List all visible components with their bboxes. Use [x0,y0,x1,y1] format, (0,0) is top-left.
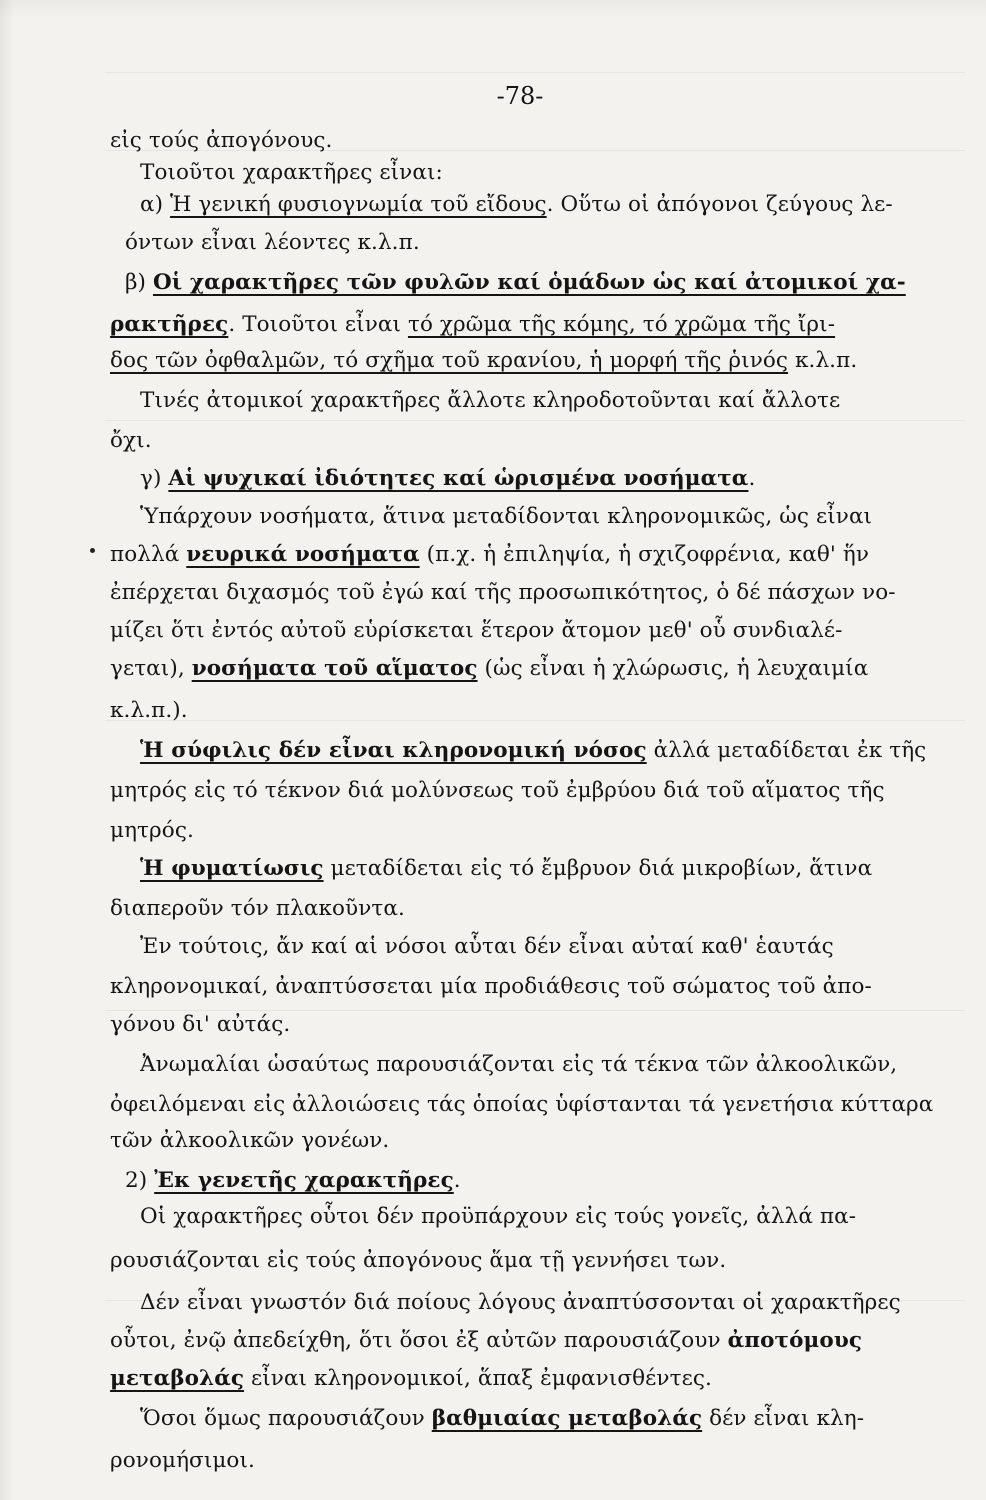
text-line [125,1164,965,1200]
text-segment: . [453,1168,461,1193]
text-line [140,188,965,224]
text-line [110,970,965,1006]
text-line [140,500,965,536]
text-line [110,1124,965,1160]
text-line [110,576,965,612]
text-line [110,774,965,810]
text-segment: μητρός. [110,818,194,843]
text-segment: 2) [125,1168,155,1193]
text-segment: κ.λ.π.). [110,698,188,723]
text-segment: μίζει ὅτι ἐντός αὐτοῦ εὑρίσκεται ἕτερον ἄτομον μεθ' οὗ συνδιαλέ- [110,618,843,643]
margin-dot [90,548,95,553]
text-segment: πολλά [110,542,187,567]
text-line [110,1362,965,1398]
text-segment: Ἀνωμαλίαι ὡσαύτως παρουσιάζονται εἰς τά τέκνα τῶν ἀλκοολικῶν, [140,1052,898,1077]
text-segment: όντων εἶναι λέοντες κ.λ.π. [125,230,420,255]
text-line [140,1286,965,1322]
text-segment: μεταδίδεται εἰς τό ἔμβρυον διά μικροβίων, ἅτινα [323,856,873,881]
text-segment: Ἐν τούτοις, ἄν καί αἱ νόσοι αὗται δέν εἶναι αὐταί καθ' ἑαυτάς [140,934,834,959]
text-segment: γεται), [110,656,192,681]
text-line [140,1200,965,1236]
text-segment: οὗτοι, ἐνῷ ἀπεδείχθη, ὅτι ὅσοι ἐξ αὐτῶν παρουσιάζουν [110,1328,728,1353]
text-segment: μητρός εἰς τό τέκνον διά μολύνσεως τοῦ ἐμβρύου διά τοῦ αἵματος τῆς [110,778,885,803]
text-line [140,930,965,966]
text-segment: ρονομήσιμοι. [110,1448,255,1473]
text-segment: Δέν εἶναι γνωστόν διά ποίους λόγους ἀναπτύσσονται οἱ χαρακτῆρες [140,1290,901,1315]
text-line [110,652,965,688]
text-line [110,814,965,850]
text-line [140,1402,965,1438]
text-segment: Οἱ χαρακτῆρες οὗτοι δέν προϋπάρχουν εἰς τούς γονεῖς, ἀλλά πα- [140,1204,857,1229]
text-line [140,384,965,420]
underlined-phrase: ρακτῆρες [110,312,229,337]
text-line [110,892,965,928]
text-segment: (π.χ. ἡ ἐπιληψία, ἡ σχιζοφρένια, καθ' ἥν [419,542,870,567]
text-segment: . Οὕτω οἱ ἀπόγονοι ζεύγους λε- [546,192,893,217]
text-line [110,424,965,460]
text-segment: εἰς τούς ἀπογόνους. [110,128,333,153]
text-segment: δέν εἶναι κλη- [702,1406,865,1431]
text-segment: Τινές ἀτομικοί χαρακτῆρες ἄλλοτε κληροδοτοῦνται καί ἄλλοτε [140,388,841,413]
text-line [110,694,965,730]
text-segment: γ) [140,466,169,491]
text-segment: γόνου δι' αὐτάς. [110,1012,291,1037]
text-segment: διαπεροῦν τόν πλακοῦντα. [110,896,405,921]
text-line [110,1444,965,1480]
underlined-phrase: μεταβολάς [110,1366,245,1391]
text-line [125,266,965,302]
underlined-phrase: Ἡ σύφιλις δέν εἶναι κληρονομική νόσος [140,738,647,763]
underlined-phrase: τό χρῶμα τῆς κόμης, τό χρῶμα τῆς ἴρι- [407,312,836,337]
underlined-phrase: Ἡ γενική φυσιογνωμία τοῦ εἴδους [170,192,547,217]
text-segment: ρουσιάζονται εἰς τούς ἀπογόνους ἅμα τῇ γεννήσει των. [110,1248,727,1273]
underlined-phrase: Αἱ ψυχικαί ἰδιότητες καί ὡρισμένα νοσήματα [168,466,749,491]
text-segment: τῶν ἀλκοολικῶν γονέων. [110,1128,390,1153]
text-segment: . [748,466,756,491]
underlined-phrase: δος τῶν ὀφθαλμῶν, τό σχῆμα τοῦ κρανίου, ἡ μορφή τῆς ῥινός [110,348,789,373]
text-line [125,226,965,262]
text-segment: Τοιοῦτοι χαρακτῆρες εἶναι: [140,160,443,185]
text-segment: . Τοιοῦτοι εἶναι [228,312,408,337]
underlined-phrase: Ἐκ γενετῆς χαρακτῆρες [154,1168,454,1193]
text-line [110,614,965,650]
text-line [110,1008,965,1044]
text-line [110,1244,965,1280]
underlined-phrase: νευρικά νοσήματα [186,542,420,567]
text-line [140,734,965,770]
text-segment: ἀλλά μεταδίδεται ἐκ τῆς [646,738,927,763]
underlined-phrase: βαθμιαίας μεταβολάς [431,1406,703,1431]
text-segment: κληρονομικαί, ἀναπτύσσεται μία προδιάθεσις τοῦ σώματος τοῦ ἀπο- [110,974,872,999]
underlined-phrase: Οἱ χαρακτῆρες τῶν φυλῶν καί ὁμάδων ὡς καί ἀτομικοί χα- [152,270,906,295]
text-line [110,344,965,380]
text-line [110,1324,965,1360]
text-line [110,308,965,344]
text-line [140,1048,965,1084]
text-segment: (ὡς εἶναι ἡ χλώρωσις, ἡ λευχαιμία [477,656,869,681]
text-line [110,538,965,574]
text-line [110,124,965,160]
text-line [140,852,965,888]
text-segment: Ὅσοι ὅμως παρουσιάζουν [140,1406,432,1431]
text-segment: α) [140,192,171,217]
text-segment: ὄχι. [110,428,152,453]
text-line [110,1088,965,1124]
text-line [140,156,965,192]
text-segment: β) [125,270,153,295]
text-segment: ὀφειλόμεναι εἰς ἀλλοιώσεις τάς ὁποίας ὑφίστανται τά γενετήσια κύτταρα [110,1092,934,1117]
text-segment: ἀποτόμους [727,1328,863,1353]
underlined-phrase: νοσήματα τοῦ αἵματος [191,656,478,681]
text-segment: ἐπέρχεται διχασμός τοῦ ἐγώ καί τῆς προσωπικότητος, ὁ δέ πάσχων νο- [110,580,896,605]
page-number: -78- [496,82,544,110]
text-segment: εἶναι κληρονομικοί, ἅπαξ ἐμφανισθέντες. [244,1366,712,1391]
underlined-phrase: Ἡ φυματίωσις [140,856,324,881]
text-segment: κ.λ.π. [788,348,858,373]
text-segment: Ὑπάρχουν νοσήματα, ἅτινα μεταδίδονται κληρονομικῶς, ὡς εἶναι [140,504,873,529]
text-line [140,462,965,498]
